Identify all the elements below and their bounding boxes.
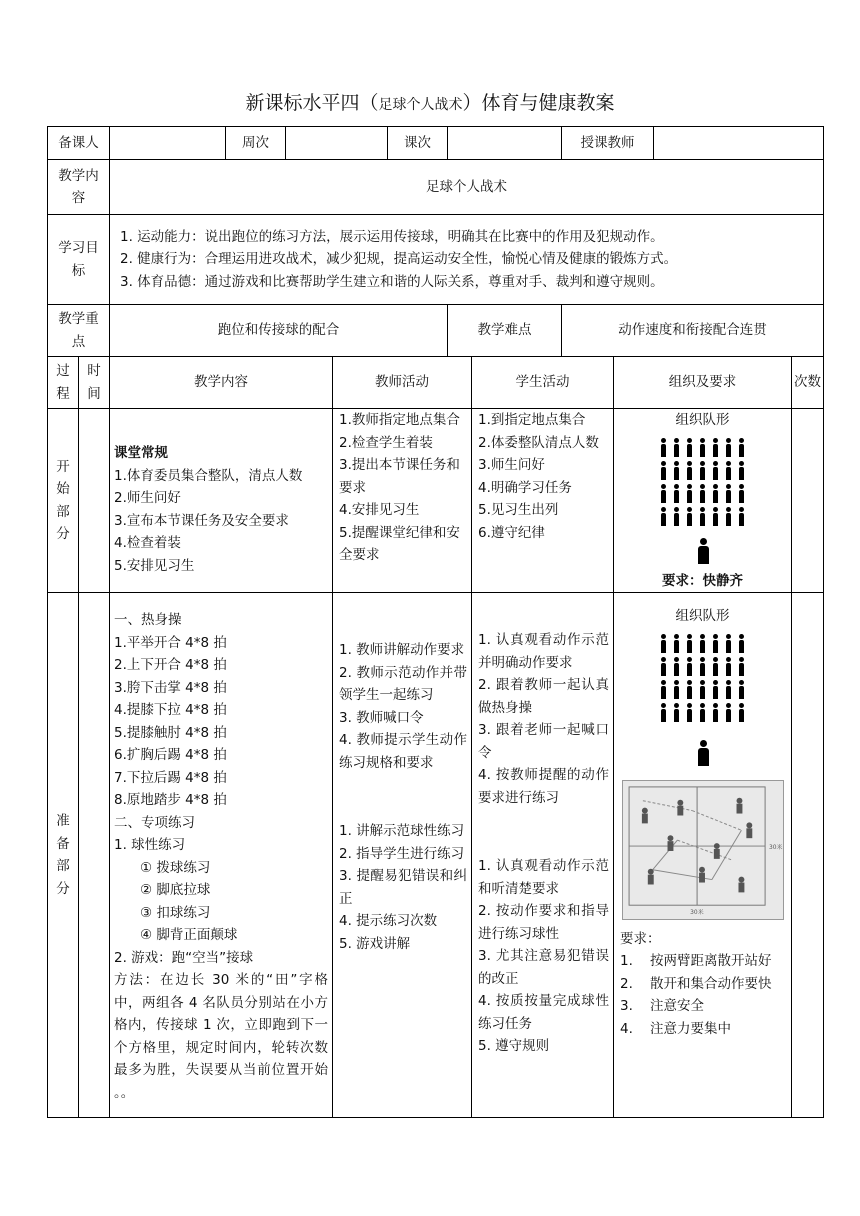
lesson-table — [47, 356, 824, 1118]
col-student: 学生活动 — [472, 357, 614, 409]
req-item: 4. 注意力要集中 — [620, 1020, 731, 1037]
start-label: 开始部分 — [48, 409, 79, 593]
page-title: 新课标水平四（足球个人战术）体育与健康教案 — [245, 92, 615, 114]
prep-part-label: 准备部分 — [48, 593, 79, 1118]
req-item: 2. 散开和集合动作要快 — [620, 975, 772, 992]
warmup-formation — [660, 630, 745, 726]
lesson-value — [448, 127, 562, 160]
teacher-figure-icon — [697, 740, 709, 766]
start-org: 组织队形 要求：快静齐 — [614, 409, 792, 593]
header-table — [47, 126, 824, 357]
teacher-label: 授课教师 — [562, 127, 654, 160]
svg-text:30米: 30米 — [689, 909, 704, 916]
svg-text:30米: 30米 — [768, 844, 782, 851]
prep-content: 一、热身操 1.平举开合 4*8 拍 2.上下开合 4*8 拍 3.胯下击掌 4*8 拍 4.提膝下拉 4*8 拍 5.提膝触肘 4*8 拍 6.扩胸后踢 4*8 拍 7.下拉后踢 4*8 拍 8.原地踏步 4*8 拍 二、专项练习 1. 球性练习 ① 拨球练习 ② 脚底拉球 ③ 扣球练习 ④ 脚背正面颠球 2. 游戏：跑“空当”接球 方法：在边长 30 米的“田”字格中，两组各 4 名队员分别站在小方格内，传接球 1 次，立即跑到下一个方格里，规定时间内，轮转次数最多为胜，失误要从当前位置开始 。。 — [110, 593, 333, 1118]
prep-org: 组织队形 30米 30米 要求： 1. 按两臂距离散开站好 2. 散开和集合动作要快 3. 注意安全 4. 注意力要集中 — [614, 593, 792, 1118]
field-diagram — [622, 780, 784, 920]
start-teacher: 1.教师指定地点集合 2.检查学生着装 3.提出本节课任务和要求 4.安排见习生 5.提醒课堂纪律和安全要求 — [333, 409, 472, 593]
start-content: 课堂常规 1.体育委员集合整队，清点人数 2.师生问好 3.宣布本节课任务及安全要求 4.检查着装 5.安排见习生 — [110, 409, 333, 593]
prep-label: 备课人 — [48, 127, 110, 160]
prep-value — [110, 127, 226, 160]
teacher-figure-icon — [697, 538, 709, 564]
key-label: 教学重点 — [48, 305, 110, 357]
teacher-value — [654, 127, 824, 160]
prep-student: 1. 认真观看动作示范并明确动作要求 2. 跟着教师一起认真做热身操 3. 跟着老师一起喊口令 4. 按教师提醒的动作要求进行练习 1. 认真观看动作示范和听清楚要求 2. 按动作要求和指导进行练习球性 3. 尤其注意易犯错误的改正 4. 按质按量完成球性练习任务 5. 遵守规则 — [472, 593, 614, 1118]
content-label: 教学内容 — [48, 160, 110, 215]
prep-teacher: 1. 教师讲解动作要求 2. 教师示范动作并带领学生一起练习 3. 教师喊口令 4. 教师提示学生动作练习规格和要求 1. 讲解示范球性练习 2. 指导学生进行练习 3. 提醒易犯错误和纠正 4. 提示练习次数 5. 游戏讲解 — [333, 593, 472, 1118]
lesson-label: 课次 — [388, 127, 448, 160]
col-content: 教学内容 — [110, 357, 333, 409]
start-student: 1.到指定地点集合 2.体委整队清点人数 3.师生问好 4.明确学习任务 5.见习生出列 6.遵守纪律 — [472, 409, 614, 593]
diff-value: 动作速度和衔接配合连贯 — [562, 305, 824, 357]
week-value — [286, 127, 388, 160]
key-value: 跑位和传接球的配合 — [110, 305, 448, 357]
student-formation — [660, 434, 745, 530]
col-time: 时间 — [79, 357, 110, 409]
goals-list: 1. 运动能力：说出跑位的练习方法，展示运用传接球，明确其在比赛中的作用及犯规动作。 2. 健康行为：合理运用进攻战术，减少犯规，提高运动安全性，愉悦心情及健康的锻炼方式。 3. 体育品德：通过游戏和比赛帮助学生建立和谐的人际关系，尊重对手、裁判和遵守规则。 — [110, 215, 824, 305]
col-teacher: 教师活动 — [333, 357, 472, 409]
content-value: 足球个人战术 — [110, 160, 824, 215]
col-process: 过程 — [48, 357, 79, 409]
req-item: 1. 按两臂距离散开站好 — [620, 953, 772, 969]
goals-label: 学习目标 — [48, 215, 110, 305]
col-count: 次数 — [792, 357, 824, 409]
req-item: 3. 注意安全 — [620, 998, 704, 1014]
week-label: 周次 — [226, 127, 286, 160]
col-org: 组织及要求 — [614, 357, 792, 409]
diff-label: 教学难点 — [448, 305, 562, 357]
